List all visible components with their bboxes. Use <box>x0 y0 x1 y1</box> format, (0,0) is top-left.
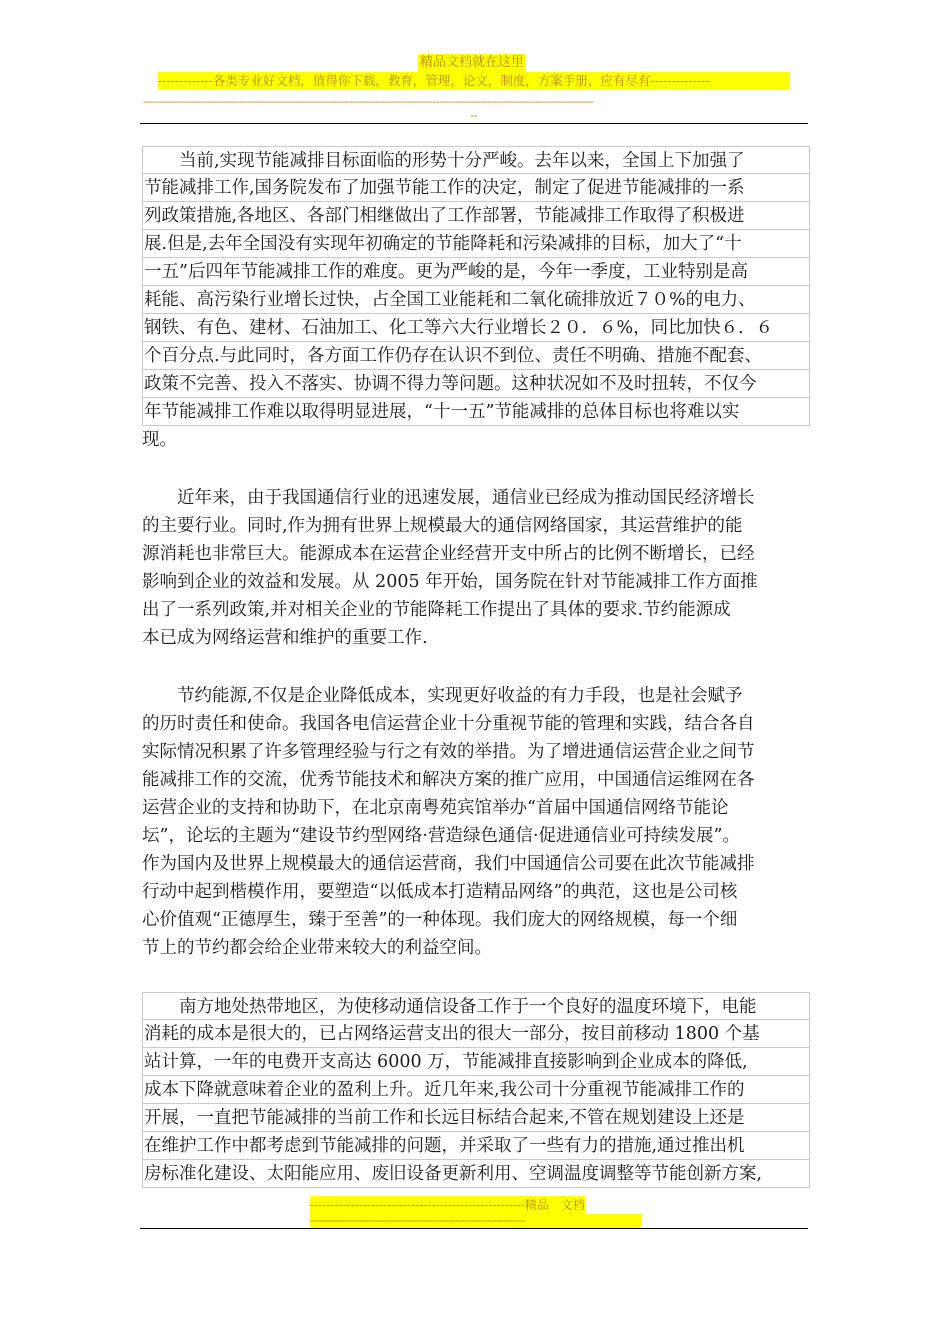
paragraph-gap <box>142 962 810 992</box>
text-line: 实际情况积累了许多管理经验与行之有效的举措。为了增进通信运营企业之间节 <box>142 742 755 762</box>
text-line: 运营企业的支持和协助下，在北京南粤苑宾馆举办“首届中国通信网络节能论 <box>142 798 729 818</box>
paragraph-4 <box>142 992 810 1188</box>
text-line: 南方地处热带地区，为使移动通信设备工作于一个良好的温度环境下，电能 <box>142 992 810 1020</box>
text-line: 成本下降就意味着企业的盈利上升。近几年来,我公司十分重视节能减排工作的 <box>142 1076 810 1104</box>
paragraph-gap <box>142 652 810 682</box>
paragraph-3 <box>142 682 810 962</box>
text-line: 坛”，论坛的主题为“建设节约型网络·营造绿色通信·促进通信业可持续发展”。 <box>142 826 740 846</box>
text-line: 源消耗也非常巨大。能源成本在运营企业经营开支中所占的比例不断增长，已经 <box>142 544 755 564</box>
text-line: 展.但是,去年全国没有实现年初确定的节能降耗和污染减排的目标，加大了“十 <box>142 230 810 258</box>
text-line: 耗能、高污染行业增长过快，占全国工业能耗和二氧化硫排放近７０%的电力、 <box>142 286 810 314</box>
text-line: 房标准化建设、太阳能应用、废旧设备更新利用、空调温度调整等节能创新方案, <box>142 1160 810 1188</box>
text-line: 能减排工作的交流，优秀节能技术和解决方案的推广应用，中国通信运维网在各 <box>142 770 755 790</box>
text-line: 消耗的成本是很大的，已占网络运营支出的很大一部分，按目前移动 1800 个基 <box>142 1020 810 1048</box>
header-dash-tail: -- <box>470 109 478 122</box>
text-line: 作为国内及世界上规模最大的通信运营商，我们中国通信公司要在此次节能减排 <box>142 854 755 874</box>
header-subtitle: -------------各类专业好文档，值得你下载，教育，管理，论文，制度，方案手册，应有尽有-------------- <box>158 72 790 90</box>
text-line: 列政策措施,各地区、各部门相继做出了工作部署，节能减排工作取得了积极进 <box>142 202 810 230</box>
text-line: 当前,实现节能减排目标面临的形势十分严峻。去年以来，全国上下加强了 <box>142 146 810 174</box>
paragraph-gap <box>142 454 810 484</box>
text-line: 节上的节约都会给企业带来较大的利益空间。 <box>142 938 492 958</box>
text-line: 钢铁、有色、建材、石油加工、化工等六大行业增长２０．６%，同比加快６．６ <box>142 314 810 342</box>
text-line: 站计算，一年的电费开支高达 6000 万，节能减排直接影响到企业成本的降低, <box>142 1048 810 1076</box>
text-line: 行动中起到楷模作用，要塑造“以低成本打造精品网络”的典范，这也是公司核 <box>142 882 738 902</box>
footer-line-2: ------------------------------------------------------------------- <box>310 1214 642 1228</box>
text-line: 的主要行业。同时,作为拥有世界上规模最大的通信网络国家，其运营维护的能 <box>142 516 743 536</box>
text-line: 影响到企业的效益和发展。从 2005 年开始，国务院在针对节能减排工作方面推 <box>142 572 758 592</box>
text-line: 年节能减排工作难以取得明显进展，“十一五”节能减排的总体目标也将难以实 <box>142 398 810 426</box>
text-line: 节约能源,不仅是企业降低成本，实现更好收益的有力手段，也是社会赋予 <box>142 686 743 706</box>
text-line: 政策不完善、投入不落实、协调不得力等问题。这种状况如不及时扭转，不仅今 <box>142 370 810 398</box>
text-line: 近年来，由于我国通信行业的迅速发展，通信业已经成为推动国民经济增长 <box>142 488 755 508</box>
text-line: 现。 <box>142 430 177 450</box>
paragraph-2 <box>142 484 810 652</box>
text-line: 心价值观“正德厚生，臻于至善”的一种体现。我们庞大的网络规模，每一个细 <box>142 910 738 930</box>
text-line: 出了一系列政策,并对相关企业的节能降耗工作提出了具体的要求.节约能源成 <box>142 600 731 620</box>
text-line: 一五”后四年节能减排工作的难度。更为严峻的是，今年一季度，工业特别是高 <box>142 258 810 286</box>
header-title: 精品文档就在这里 <box>420 55 525 70</box>
text-line: 本已成为网络运营和维护的重要工作. <box>142 628 428 648</box>
text-line: 个百分点.与此同时，各方面工作仍存在认识不到位、责任不明确、措施不配套、 <box>142 342 810 370</box>
paragraph-1 <box>142 146 810 454</box>
text-line: 开展，一直把节能减排的当前工作和长远目标结合起来,不管在规划建设上还是 <box>142 1104 810 1132</box>
text-line: 在维护工作中都考虑到节能减排的问题，并采取了一些有力的措施,通过推出机 <box>142 1132 810 1160</box>
text-line: 节能减排工作,国务院发布了加强节能工作的决定，制定了促进节能减排的一系 <box>142 174 810 202</box>
header-dash-line: -------------------------------------------------------------------------------------------------------------------------------------------- <box>143 95 594 108</box>
footer-line-1: -----------------------------------------------------精品 文档 <box>310 1198 585 1212</box>
footer-rule <box>140 1228 808 1229</box>
header-rule <box>140 123 808 124</box>
text-line: 的历时责任和使命。我国各电信运营企业十分重视节能的管理和实践，结合各自 <box>142 714 755 734</box>
document-body <box>142 146 810 1188</box>
